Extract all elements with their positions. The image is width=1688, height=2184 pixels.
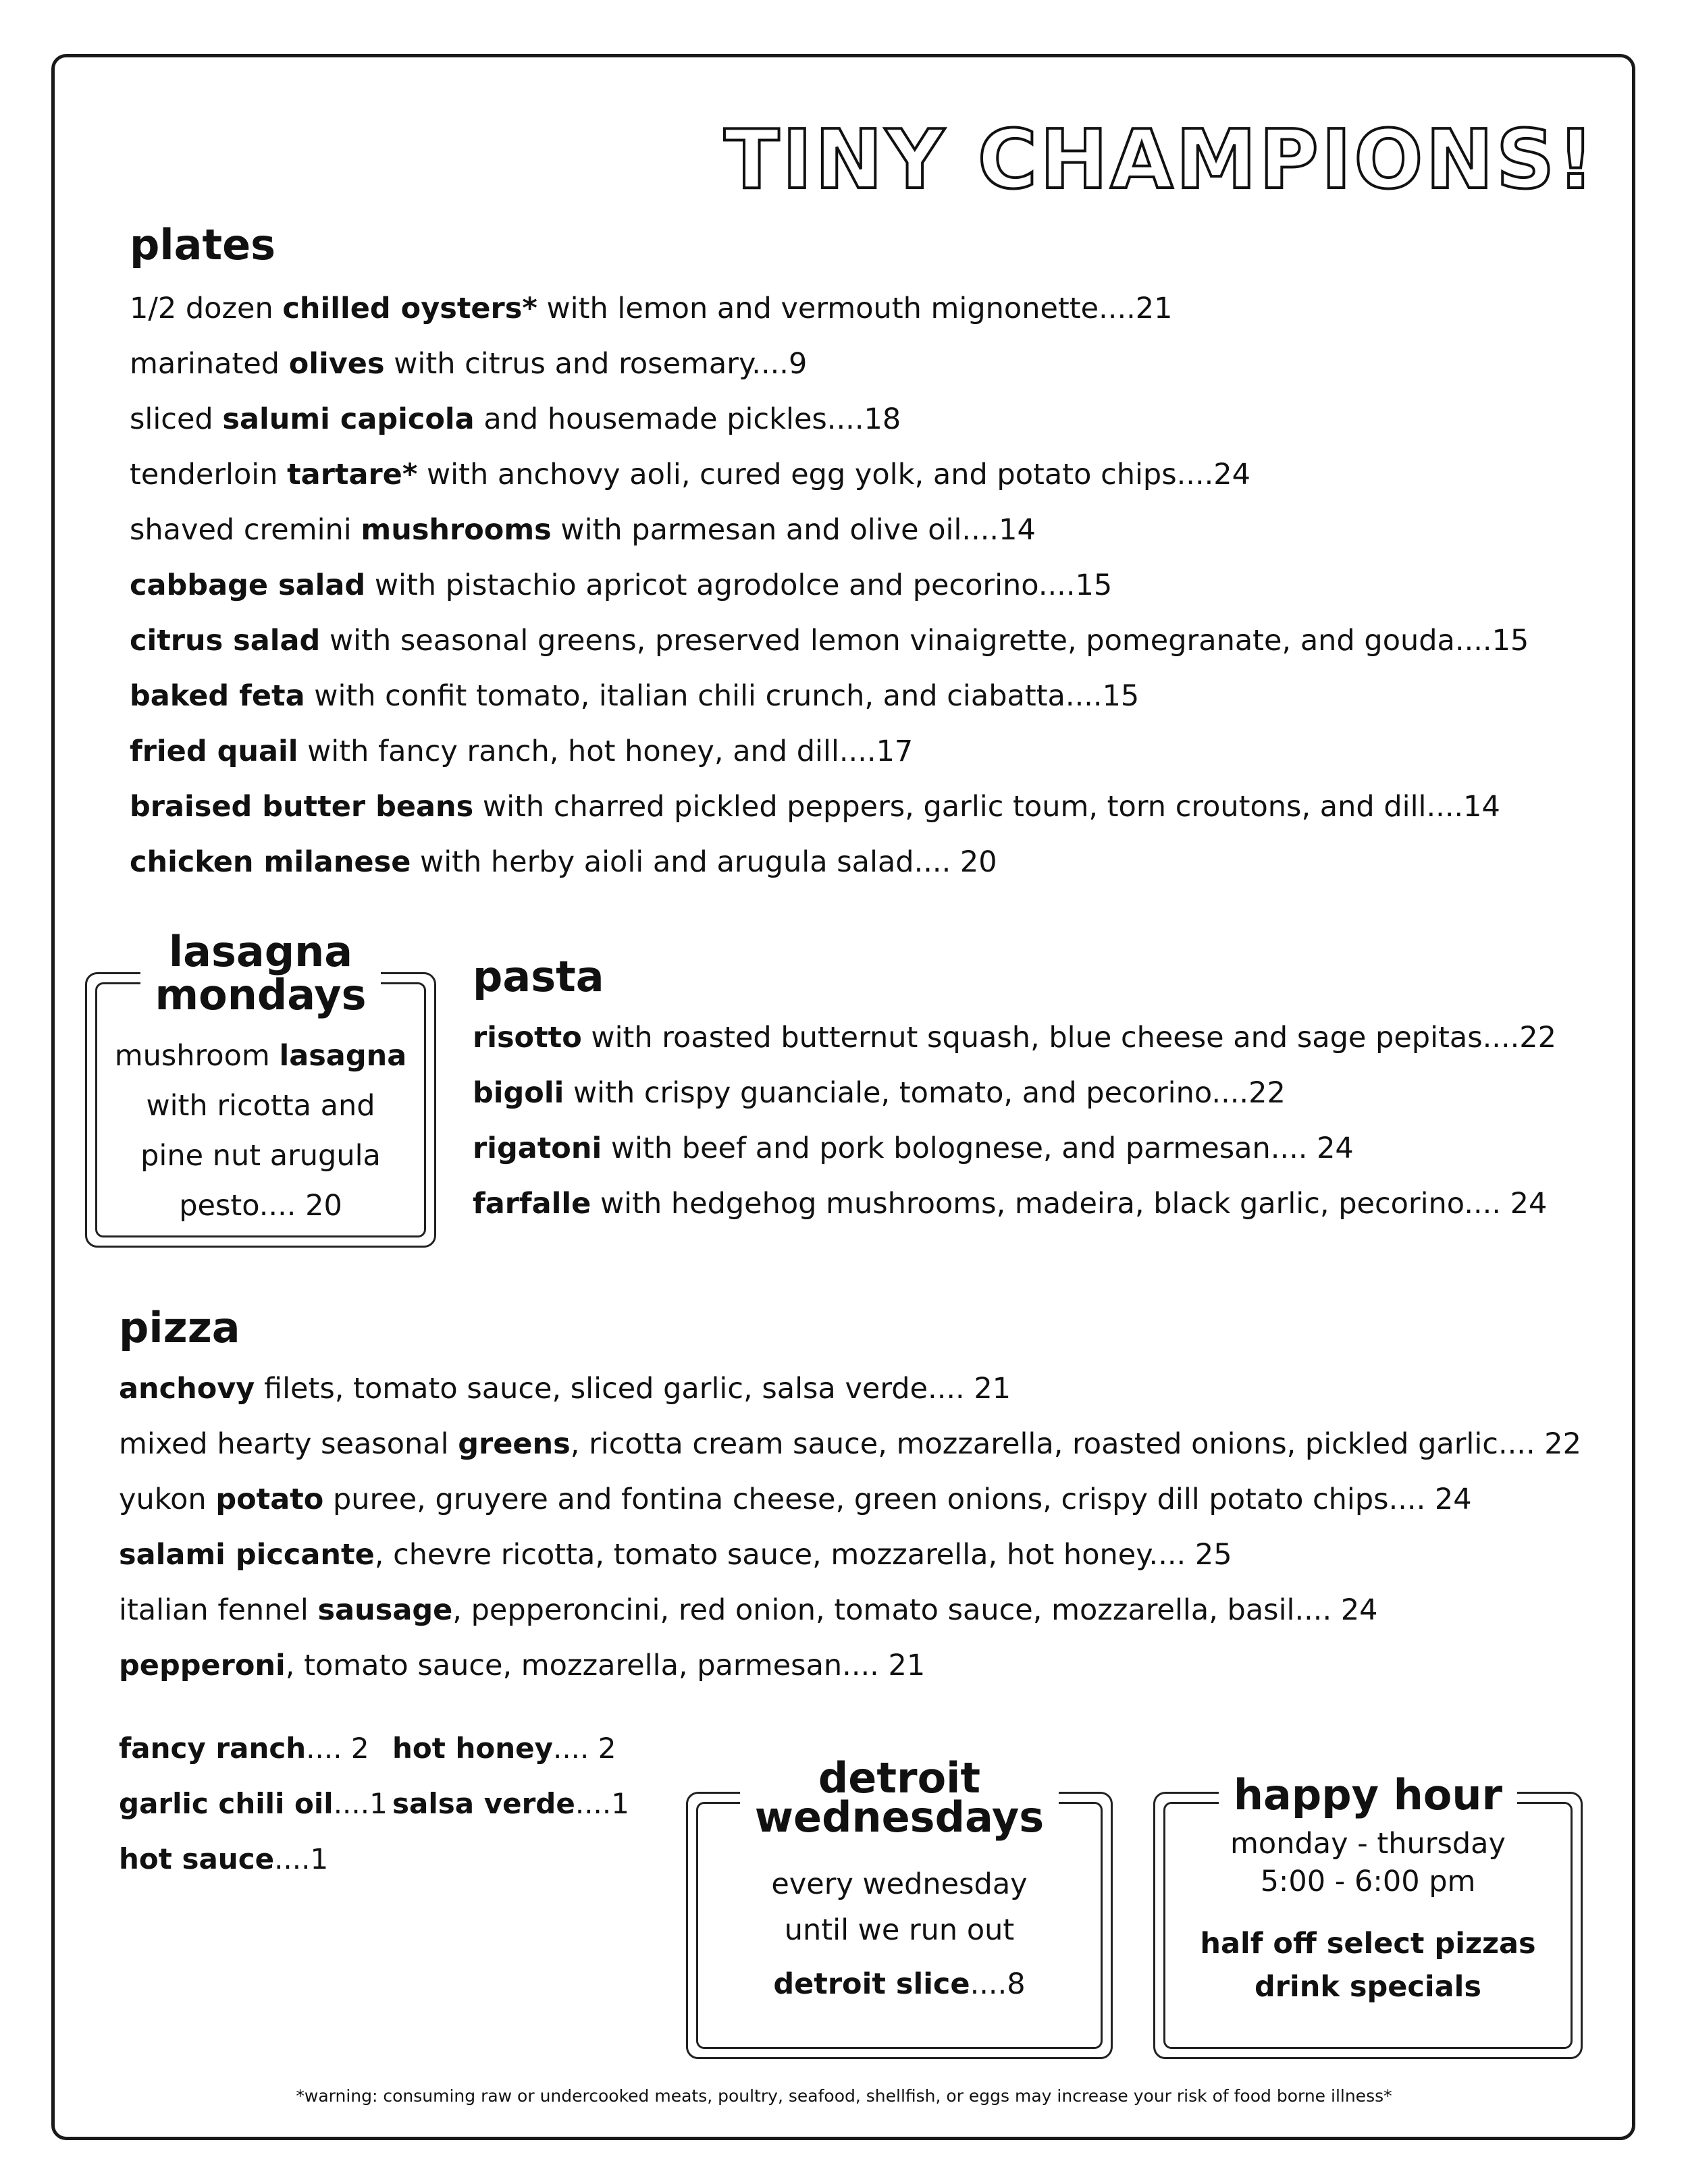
- addon-item: garlic chili oil....1: [119, 1787, 388, 1820]
- plates-heading: plates: [130, 220, 276, 269]
- addon-item: fancy ranch.... 2: [119, 1732, 369, 1765]
- menu-item: risotto with roasted butternut squash, blue cheese and sage pepitas....22: [473, 1021, 1557, 1055]
- menu-item: mixed hearty seasonal greens, ricotta cream sauce, mozzarella, roasted onions, pickled garlic.... 22: [119, 1427, 1581, 1461]
- food-warning: *warning: consuming raw or undercooked meats, poultry, seafood, shellfish, or eggs may increase your risk of food borne illness*: [296, 2086, 1392, 2106]
- lasagna-title-line1: lasagna: [168, 927, 353, 976]
- happy-hour-days: monday - thursday: [1230, 1827, 1506, 1861]
- lasagna-mondays-box: [85, 927, 436, 1248]
- lasagna-title-line2: mondays: [155, 970, 367, 1019]
- addon-item: hot sauce....1: [119, 1842, 329, 1875]
- detroit-line1: every wednesday: [771, 1867, 1028, 1901]
- menu-item: shaved cremini mushrooms with parmesan and olive oil....14: [130, 513, 1036, 547]
- menu-item: italian fennel sausage, pepperoncini, red onion, tomato sauce, mozzarella, basil.... 24: [119, 1593, 1378, 1627]
- menu-item: citrus salad with seasonal greens, preserved lemon vinaigrette, pomegranate, and gouda....15: [130, 624, 1529, 658]
- detroit-wednesdays-box: [686, 1753, 1113, 2059]
- menu-item: baked feta with confit tomato, italian chili crunch, and ciabatta....15: [130, 679, 1140, 713]
- lasagna-line1: mushroom lasagna: [114, 1039, 407, 1073]
- menu-item: rigatoni with beef and pork bolognese, and parmesan.... 24: [473, 1131, 1354, 1165]
- menu-item: fried quail with fancy ranch, hot honey, and dill....17: [130, 735, 914, 768]
- pasta-list: [473, 1010, 1556, 1231]
- menu-item: yukon potato puree, gruyere and fontina cheese, green onions, crispy dill potato chips.... 24: [119, 1483, 1472, 1516]
- menu-item: sliced salumi capicola and housemade pickles....18: [130, 402, 901, 436]
- logo-text: TINY CHAMPIONS!: [724, 113, 1597, 207]
- menu-item: cabbage salad with pistachio apricot agrodolce and pecorino....15: [130, 568, 1113, 602]
- plates-list: [130, 281, 1529, 890]
- happy-hour-special-1: half off select pizzas: [1200, 1927, 1536, 1961]
- happy-hour-title: happy hour: [1219, 1774, 1517, 1817]
- menu-item: marinated olives with citrus and rosemary....9: [130, 347, 808, 381]
- lasagna-line3: pine nut arugula: [140, 1139, 381, 1173]
- menu-item: tenderloin tartare* with anchovy aoli, cured egg yolk, and potato chips....24: [130, 458, 1251, 491]
- detroit-title-line1: detroit: [818, 1753, 981, 1803]
- menu-item: anchovy filets, tomato sauce, sliced garlic, salsa verde.... 21: [119, 1372, 1011, 1406]
- menu-item: chicken milanese with herby aioli and arugula salad.... 20: [130, 845, 997, 879]
- lasagna-line2: with ricotta and: [146, 1089, 375, 1123]
- menu-item: bigoli with crispy guanciale, tomato, and pecorino....22: [473, 1076, 1286, 1110]
- detroit-slice: detroit slice....8: [773, 1967, 1026, 2001]
- menu-item: 1/2 dozen chilled oysters* with lemon and vermouth mignonette....21: [130, 292, 1173, 325]
- happy-hour-box: [1153, 1770, 1583, 2059]
- lasagna-line4: pesto.... 20: [179, 1189, 342, 1223]
- menu-item: braised butter beans with charred pickled peppers, garlic toum, torn croutons, and dill....14: [130, 790, 1500, 824]
- menu-item: farfalle with hedgehog mushrooms, madeira, black garlic, pecorino.... 24: [473, 1187, 1548, 1221]
- addon-item: salsa verde....1: [392, 1787, 629, 1820]
- detroit-title-line2: wednesdays: [754, 1792, 1045, 1842]
- menu-item: pepperoni, tomato sauce, mozzarella, parmesan.... 21: [119, 1649, 926, 1682]
- happy-hour-special-2: drink specials: [1254, 1970, 1482, 2004]
- pizza-heading: pizza: [119, 1303, 240, 1352]
- happy-hour-time: 5:00 - 6:00 pm: [1260, 1865, 1476, 1898]
- pizza-list: [119, 1361, 1581, 1693]
- pasta-heading: pasta: [473, 952, 604, 1001]
- detroit-line2: until we run out: [784, 1913, 1015, 1947]
- menu-item: salami piccante, chevre ricotta, tomato sauce, mozzarella, hot honey.... 25: [119, 1538, 1232, 1572]
- addon-item: hot honey.... 2: [392, 1732, 616, 1765]
- tiny-champions-logo: [724, 101, 1600, 209]
